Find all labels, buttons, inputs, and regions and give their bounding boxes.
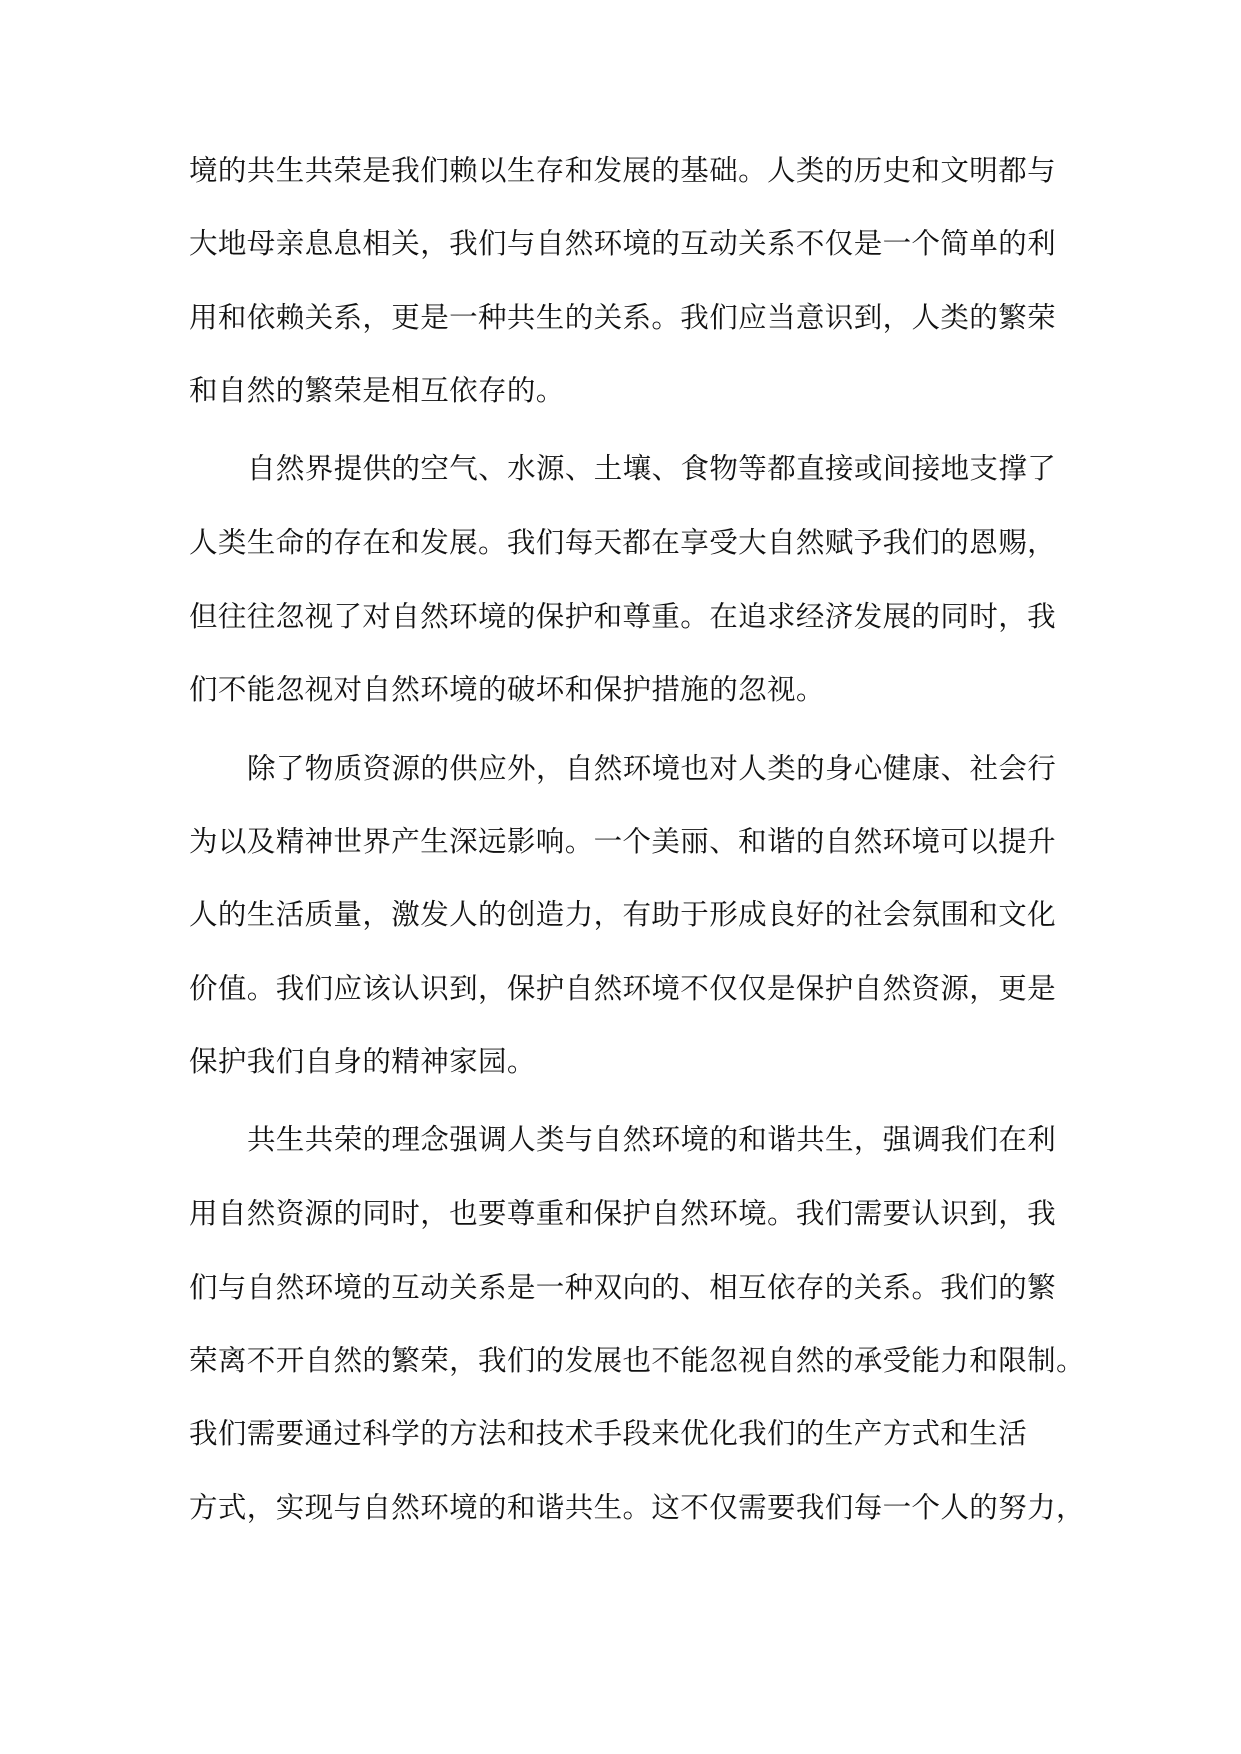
paragraph-1-line-4: 和自然的繁荣是相互依存的。 [189, 374, 565, 407]
paragraph-2-line-3: 但往往忽视了对自然环境的保护和尊重。在追求经济发展的同时，我 [189, 600, 1057, 633]
paragraph-3-line-2: 为以及精神世界产生深远影响。一个美丽、和谐的自然环境可以提升 [189, 825, 1057, 858]
paragraph-1-line-1: 境的共生共荣是我们赖以生存和发展的基础。人类的历史和文明都与 [189, 154, 1057, 187]
paragraph-4-line-6: 方式，实现与自然环境的和谐共生。这不仅需要我们每一个人的努力， [189, 1491, 1085, 1524]
paragraph-3-line-5: 保护我们自身的精神家园。 [189, 1045, 536, 1078]
paragraph-4-line-4: 荣离不开自然的繁荣，我们的发展也不能忽视自然的承受能力和限制。 [189, 1344, 1085, 1377]
paragraph-2-line-2: 人类生命的存在和发展。我们每天都在享受大自然赋予我们的恩赐， [189, 526, 1057, 559]
paragraph-1-line-2: 大地母亲息息相关，我们与自然环境的互动关系不仅是一个简单的利 [189, 227, 1057, 260]
paragraph-2-line-4: 们不能忽视对自然环境的破坏和保护措施的忽视。 [189, 673, 825, 706]
paragraph-4-line-5: 我们需要通过科学的方法和技术手段来优化我们的生产方式和生活 [189, 1417, 1028, 1450]
paragraph-3-line-3: 人的生活质量，激发人的创造力，有助于形成良好的社会氛围和文化 [189, 898, 1057, 931]
paragraph-4-line-1: 共生共荣的理念强调人类与自然环境的和谐共生，强调我们在利 [247, 1123, 1057, 1156]
paragraph-4-line-2: 用自然资源的同时，也要尊重和保护自然环境。我们需要认识到，我 [189, 1197, 1057, 1230]
paragraph-3-line-1: 除了物质资源的供应外，自然环境也对人类的身心健康、社会行 [247, 752, 1057, 785]
paragraph-3-line-4: 价值。我们应该认识到，保护自然环境不仅仅是保护自然资源，更是 [189, 972, 1057, 1005]
paragraph-1-line-3: 用和依赖关系，更是一种共生的关系。我们应当意识到，人类的繁荣 [189, 301, 1057, 334]
paragraph-2-line-1: 自然界提供的空气、水源、土壤、食物等都直接或间接地支撑了 [247, 452, 1057, 485]
paragraph-4-line-3: 们与自然环境的互动关系是一种双向的、相互依存的关系。我们的繁 [189, 1271, 1057, 1304]
